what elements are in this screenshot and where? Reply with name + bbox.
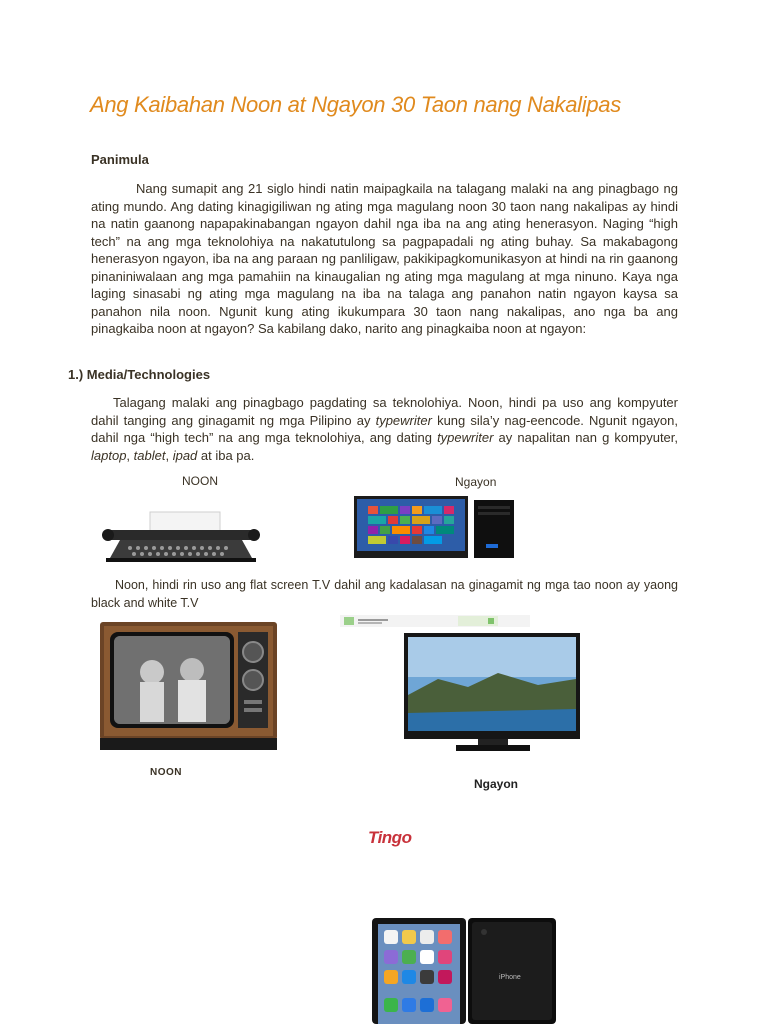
intro-heading: Panimula xyxy=(91,152,149,167)
section1-heading: 1.) Media/Technologies xyxy=(68,367,211,382)
intro-paragraph: Nang sumapit ang 21 siglo hindi natin maipagkaila na talagang malaki na ang pinagbago ng ating mundo. Ang dating kinagigiliwan ng ating mga magulang noon 30 taon nang nakalipas ay hindi na natin gaanong napapakinabangan ngayon dahil nga iba na ang ating henerasyon. Naging “high tech” na ang mga teknolohiya na nakatutulong sa pagpapadali ng ating buhay. Sa makabagong henerasyon ngayon, iba na ang paraan ng panliligaw, pakikipagkomunikasyon at hindi na rin gaanong pinaniniwalaan ang mga pamahiin na kinaugalian ng ating mga magulang at mga ninuno. Kaya nga laging sinasabi ng ating mga magulang na iba na talaga ang panahon natin ngayon kaysa sa panahon nila noon. Ngunit kung ating ikukumpara 30 taon nang nakalipas, ano nga ba ang pinagkaiba noon at ngayon? Sa kabilang dako, narito ang pinagkaiba noon at ngayon: xyxy=(91,181,678,336)
iphone-label: iPhone xyxy=(499,974,521,981)
section1-paragraph: Talagang malaki ang pinagbago pagdating sa teknolohiya. Noon, hindi pa uso ang kompyuter dahil tanging ang ginagamit ng mga Pilipino ay typewriter kung sila’y nag-eencode. Ngunit ngayon, dahil nga “high tech” na ang mga teknolohiya, ang dating typewriter ay napalitan nan g kompyuter, laptop, tablet, ipad at iba pa. xyxy=(91,395,679,463)
document-title: Ang Kaibahan Noon at Ngayon 30 Taon nang Nakalipas xyxy=(90,92,621,117)
tingo-logo: Tingo xyxy=(368,828,412,847)
label-ngayon-computer: Ngayon xyxy=(455,475,497,489)
tv-paragraph: Noon, hindi rin uso ang flat screen T.V dahil ang kadalasan na ginagamit ng mga tao noon ay yaong black and white T.V xyxy=(91,578,678,610)
label-noon-tv: NOON xyxy=(150,767,182,778)
label-ngayon-tv: Ngayon xyxy=(474,777,519,791)
computer-image xyxy=(354,496,516,560)
label-noon-typewriter: NOON xyxy=(182,474,218,488)
old-tv-image xyxy=(100,622,277,750)
flat-tv-image xyxy=(338,613,580,755)
iphone-image xyxy=(372,918,558,1024)
typewriter-image xyxy=(100,510,262,562)
